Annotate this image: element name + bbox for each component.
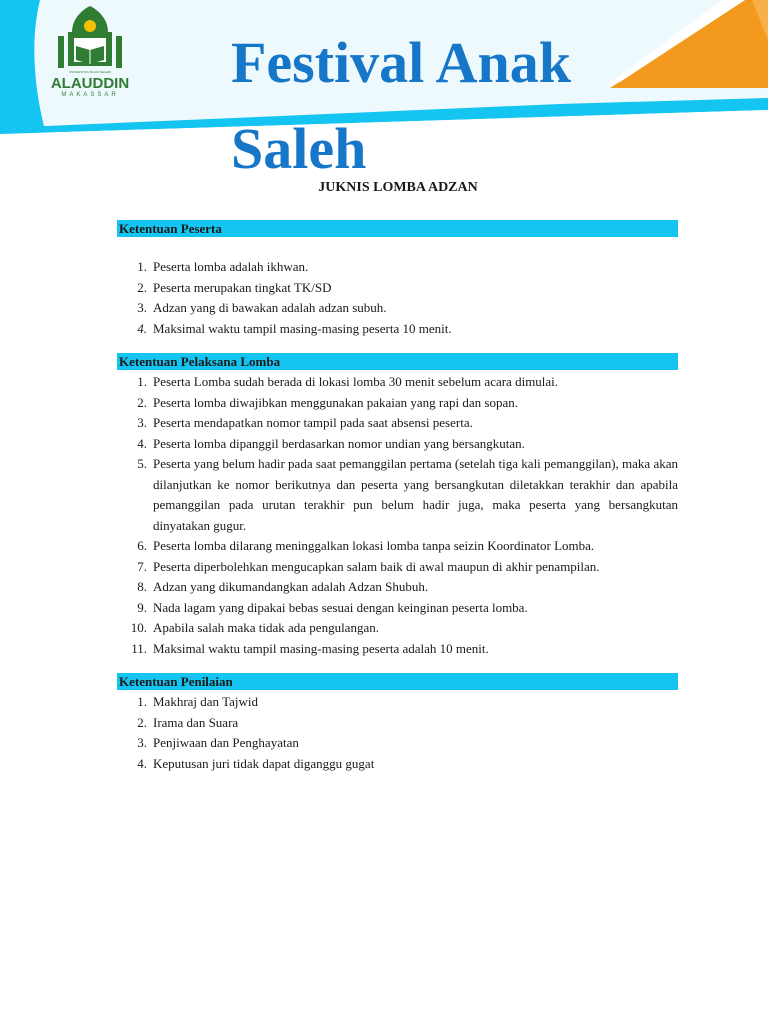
- list-item: 2. Irama dan Suara: [137, 714, 239, 730]
- list-item: 7. Peserta diperbolehkan mengucapkan salam baik di awal maupun di akhir penampilan.: [137, 558, 600, 574]
- list-item: 3. Peserta mendapatkan nomor tampil pada saat absensi peserta.: [137, 415, 473, 430]
- list-item: 1. Peserta lomba adalah ikhwan.: [137, 259, 309, 274]
- list-peserta: [117, 257, 678, 339]
- list-item: 8. Adzan yang dikumandangkan adalah Adzan Shubuh.: [137, 579, 429, 594]
- list-item: 4. Keputusan juri tidak dapat diganggu gugat: [137, 755, 375, 771]
- list-item: 3. Penjiwaan dan Penghayatan: [137, 735, 299, 750]
- list-item: 3. Adzan yang di bawakan adalah adzan subuh.: [137, 300, 387, 315]
- logo-city: MAKASSAR: [61, 92, 119, 98]
- list-item: 2. Peserta lomba diwajibkan menggunakan pakaian yang rapi dan sopan.: [137, 394, 518, 410]
- list-item: 11. Maksimal waktu tampil masing-masing peserta adalah 10 menit.: [131, 640, 489, 656]
- list-penilaian: [117, 692, 678, 774]
- list-item: 1. Peserta Lomba sudah berada di lokasi lomba 30 menit sebelum acara dimulai.: [137, 374, 559, 389]
- list-item: 4. Maksimal waktu tampil masing-masing peserta 10 menit.: [137, 320, 452, 336]
- list-item: 4. Peserta lomba dipanggil berdasarkan nomor undian yang bersangkutan.: [137, 435, 525, 451]
- list-item: 5. Peserta yang belum hadir pada saat pemanggilan pertama (setelah tiga kali pemanggilan), maka akan dilanjutkan ke nomor berikutnya dan peserta yang bersangkutan diletakkan terakhir dan apabila pemanggilan pada urutan terakhir pun belum hadir juga, maka peserta yang bersangkutan dinyatakan gugur.: [137, 456, 678, 533]
- list-item: 2. Peserta merupakan tingkat TK/SD: [137, 279, 332, 295]
- logo-subtitle: UNIVERSITAS ISLAM NEGERI: [69, 70, 111, 74]
- list-item: 1. Makhraj dan Tajwid: [137, 694, 258, 709]
- page-title: Festival Anak Saleh: [231, 30, 571, 181]
- list-item: 6. Peserta lomba dilarang meninggalkan lokasi lomba tanpa seizin Koordinator Lomba.: [137, 538, 595, 553]
- logo-name: ALAUDDIN: [50, 75, 130, 92]
- section-heading-penilaian: Ketentuan Penilaian: [117, 673, 678, 690]
- document-subtitle: JUKNIS LOMBA ADZAN: [318, 180, 478, 195]
- list-item: 10. Apabila salah maka tidak ada pengulangan.: [130, 620, 379, 635]
- section-heading-pelaksana: Ketentuan Pelaksana Lomba: [117, 353, 678, 370]
- list-item: 9. Nada lagam yang dipakai bebas sesuai dengan keinginan peserta lomba.: [137, 599, 528, 615]
- section-heading-peserta: Ketentuan Peserta: [117, 220, 678, 237]
- list-pelaksana: [117, 372, 678, 659]
